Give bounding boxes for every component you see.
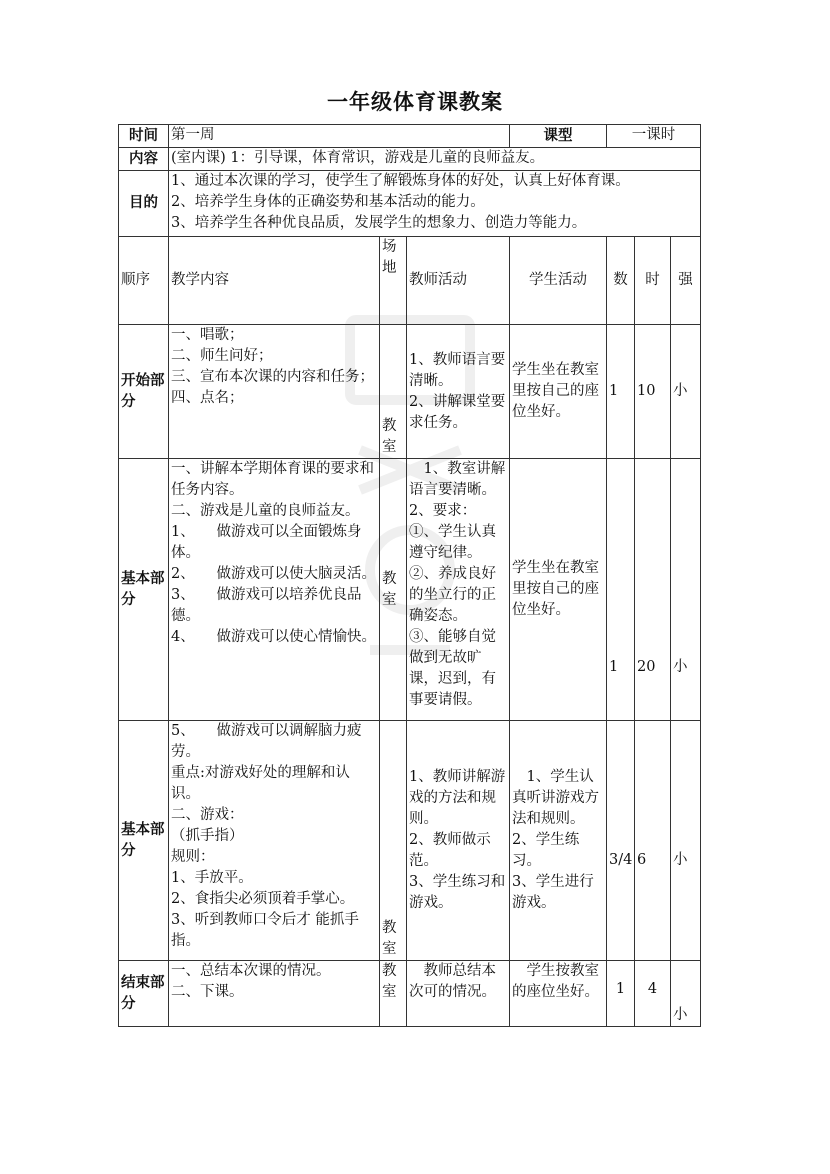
- time-value: 20: [635, 459, 671, 721]
- lesson-type-value: 一课时: [607, 125, 701, 148]
- col-content-header: 教学内容: [169, 237, 380, 325]
- page-title: 一年级体育课教案: [327, 90, 503, 114]
- student-activity: 学生按教室的座位坐好。: [510, 961, 607, 1027]
- goal-row: [119, 171, 701, 237]
- teacher-activity: 1、教师语言要清晰。 2、讲解课堂要求任务。: [407, 325, 510, 459]
- table-row: [119, 459, 701, 721]
- section-venue: 教室: [380, 961, 407, 1027]
- time-value: 10: [635, 325, 671, 459]
- table-row: [119, 325, 701, 459]
- column-header-row: [119, 237, 701, 325]
- content-row: [119, 148, 701, 171]
- goal-item: 3、培养学生各种优良品质，发展学生的想象力、创造力等能力。: [171, 215, 587, 231]
- teacher-activity: 1、教室讲解语言要清晰。 2、要求： ①、学生认真遵守纪律。 ②、养成良好的坐立行的正确姿态。 ③、能够自觉做到无故旷课，迟到，有事要请假。: [407, 459, 510, 721]
- col-teacher-header: 教师活动: [407, 237, 510, 325]
- section-content: 5、 做游戏可以调解脑力疲劳。 重点:对游戏好处的理解和认识。 二、游戏： （抓手指） 规则： 1、手放平。 2、食指尖必须顶着手掌心。 3、听到教师口令后才 能抓手指。: [169, 721, 380, 961]
- goal-label: 目的: [119, 171, 169, 237]
- intensity-value: 小: [671, 459, 701, 721]
- goal-list: [169, 171, 701, 237]
- teacher-activity: 教师总结本次可的情况。: [407, 961, 510, 1027]
- count-value: 1: [607, 961, 635, 1027]
- table-row: [119, 961, 701, 1027]
- time-label: 时间: [119, 125, 169, 148]
- student-activity: 学生坐在教室里按自己的座位坐好。: [510, 325, 607, 459]
- count-value: 1: [607, 325, 635, 459]
- col-venue-header: 场地: [380, 237, 407, 325]
- count-value: 3/4: [607, 721, 635, 961]
- lesson-plan-table: [118, 124, 701, 1027]
- time-value: 第一周: [169, 125, 510, 148]
- student-activity: 学生坐在教室里按自己的座位坐好。: [510, 459, 607, 721]
- section-name: 基本部分: [119, 459, 169, 721]
- col-student-header: 学生活动: [510, 237, 607, 325]
- content-value: (室内课) 1：引导课，体育常识，游戏是儿童的良师益友。: [169, 148, 701, 171]
- student-activity: 1、学生认真听讲游戏方法和规则。 2、学生练习。 3、学生进行游戏。: [510, 721, 607, 961]
- section-venue: 教室: [380, 325, 407, 459]
- col-intensity-header: 强: [671, 237, 701, 325]
- section-content: 一、讲解本学期体育课的要求和任务内容。 二、游戏是儿童的良师益友。 1、 做游戏可以全面锻炼身体。 2、 做游戏可以使大脑灵活。 3、 做游戏可以培养优良品德。 4、 做游戏可以使心情愉快。: [169, 459, 380, 721]
- section-name: 结束部分: [119, 961, 169, 1027]
- section-venue: 教室: [380, 459, 407, 721]
- section-name: 开始部分: [119, 325, 169, 459]
- time-value: 4: [635, 961, 671, 1027]
- time-value: 6: [635, 721, 671, 961]
- col-count-header: 数: [607, 237, 635, 325]
- count-value: 1: [607, 459, 635, 721]
- content-label: 内容: [119, 148, 169, 171]
- section-content: 一、总结本次课的情况。 二、下课。: [169, 961, 380, 1027]
- section-content: 一、唱歌； 二、师生问好； 三、宣布本次课的内容和任务； 四、点名；: [169, 325, 380, 459]
- time-row: [119, 125, 701, 148]
- intensity-value: 小: [671, 961, 701, 1027]
- section-name: 基本部分: [119, 721, 169, 961]
- intensity-value: 小: [671, 325, 701, 459]
- col-order-header: 顺序: [119, 237, 169, 325]
- lesson-type-label: 课型: [510, 125, 607, 148]
- teacher-activity: 1、教师讲解游戏的方法和规则。 2、教师做示范。 3、学生练习和游戏。: [407, 721, 510, 961]
- section-venue: 教室: [380, 721, 407, 961]
- goal-item: 1、通过本次课的学习，使学生了解锻炼身体的好处，认真上好体育课。: [171, 173, 630, 189]
- col-time-header: 时: [635, 237, 671, 325]
- table-row: [119, 721, 701, 961]
- goal-item: 2、培养学生身体的正确姿势和基本活动的能力。: [171, 194, 485, 210]
- intensity-value: 小: [671, 721, 701, 961]
